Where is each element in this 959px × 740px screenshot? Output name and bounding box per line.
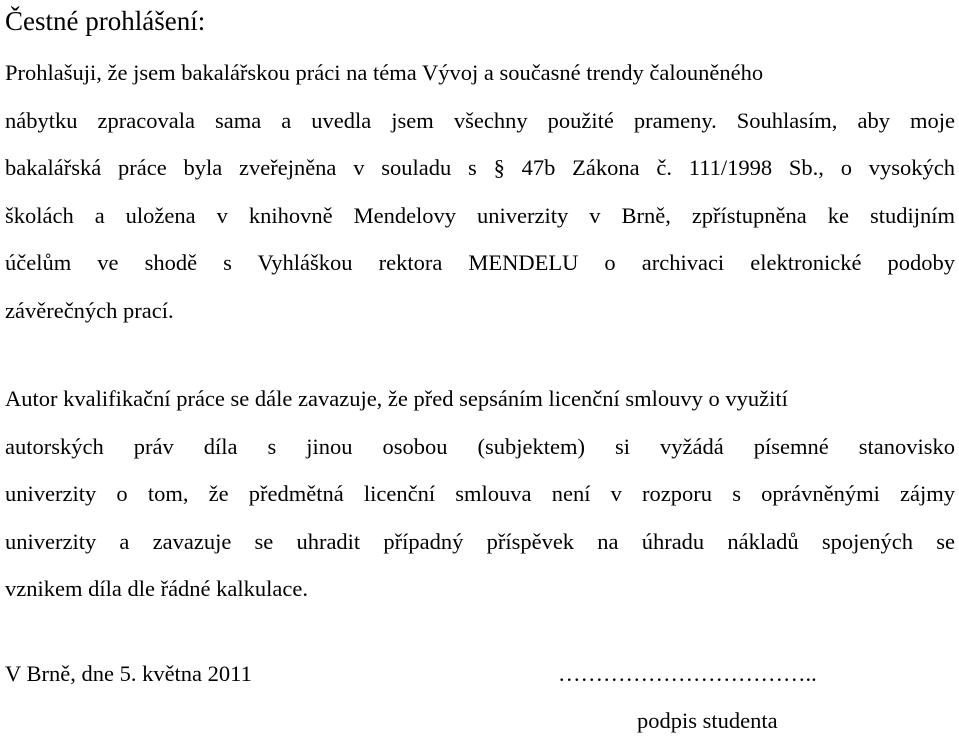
paragraph-line: bakalářská práce byla zveřejněna v souladu s § 47b Zákona č. 111/1998 Sb., o vysokých [5, 155, 955, 180]
paragraph-line: univerzity a zavazuje se uhradit případný příspěvek na úhradu nákladů spojených se [5, 528, 955, 554]
paragraph-line: autorských práv díla s jinou osobou (subjektem) si vyžádá písemné stanovisko [5, 433, 955, 459]
signature-label: podpis studenta [637, 708, 778, 733]
paragraph-line: univerzity o tom, že předmětná licenční smlouva není v rozporu s oprávněnými zájmy [5, 481, 955, 506]
paragraph-line: školách a uložena v knihovně Mendelovy univerzity v Brně, zpřístupněna ke studijním [5, 202, 955, 228]
paragraph-line: Autor kvalifikační práce se dále zavazuje, že před sepsáním licenční smlouvy o využití [5, 386, 788, 411]
declaration-paragraph-2 [5, 375, 955, 613]
declaration-paragraph-1 [5, 49, 955, 334]
declaration-title: Čestné prohlášení: [5, 6, 206, 36]
paragraph-line: Prohlašuji, že jsem bakalářskou práci na téma Vývoj a současné trendy čalouněného [5, 60, 764, 85]
place-and-date: V Brně, dne 5. května 2011 [5, 661, 252, 686]
paragraph-line: účelům ve shodě s Vyhláškou rektora MENDELU o archivaci elektronické podoby [5, 250, 955, 275]
paragraph-line: nábytku zpracovala sama a uvedla jsem všechny použité prameny. Souhlasím, aby moje [5, 107, 955, 133]
paragraph-line: závěrečných prací. [5, 297, 174, 323]
signature-line: …………………………….. [558, 661, 817, 686]
paragraph-line: vznikem díla dle řádné kalkulace. [5, 576, 308, 601]
